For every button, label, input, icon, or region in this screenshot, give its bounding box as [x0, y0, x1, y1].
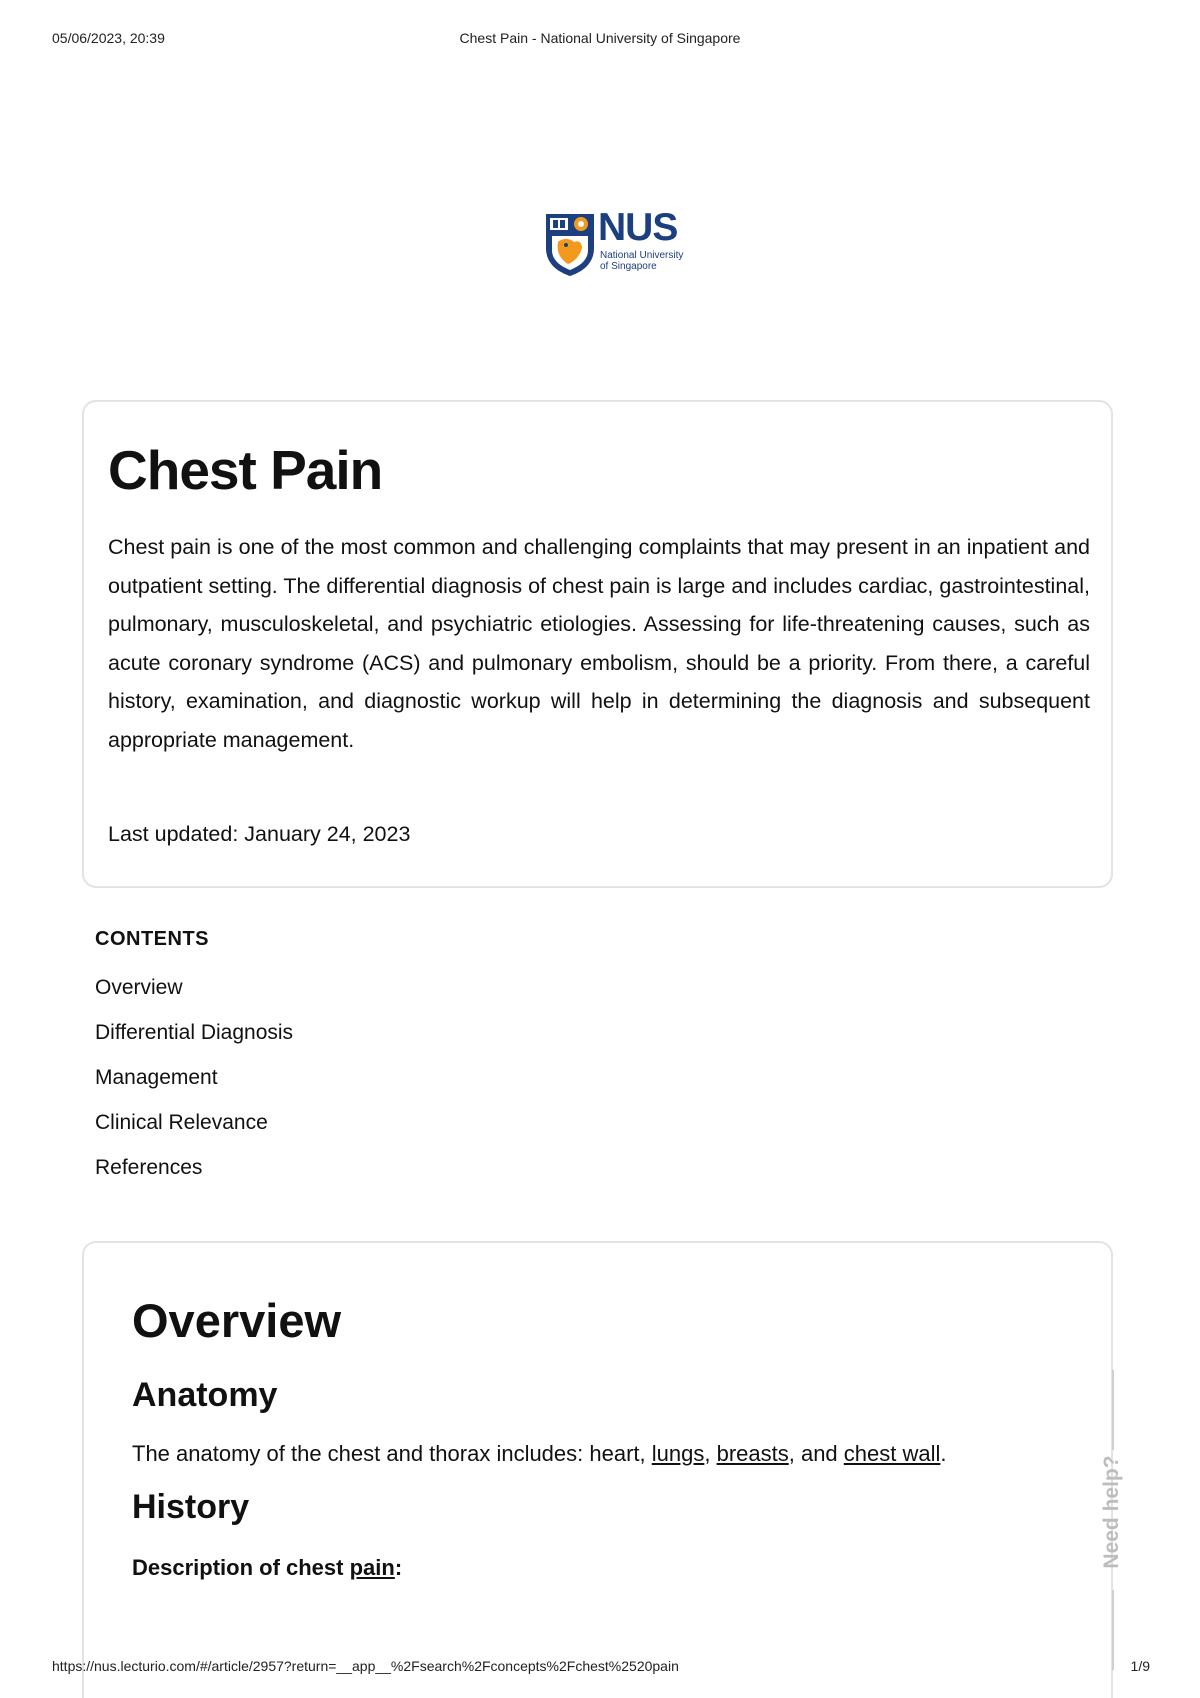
toc-item-differential-diagnosis[interactable]: Differential Diagnosis: [95, 1021, 294, 1044]
contents-heading: CONTENTS: [95, 928, 209, 950]
anatomy-heading: Anatomy: [132, 1376, 278, 1414]
nus-crest-icon: [544, 212, 596, 278]
nus-subtitle-line-2: of Singapore: [600, 261, 657, 272]
overview-card: [82, 1241, 1113, 1698]
anatomy-sep-2: , and: [788, 1441, 844, 1466]
nus-logo: [544, 206, 689, 284]
description-prefix: Description of chest: [132, 1555, 350, 1580]
print-header: [0, 30, 1200, 50]
last-updated: Last updated: January 24, 2023: [108, 822, 411, 846]
print-page-number: 1/9: [1130, 1658, 1150, 1674]
anatomy-prefix: The anatomy of the chest and thorax includes: heart,: [132, 1441, 652, 1466]
nus-subtitle-line-1: National University: [600, 250, 684, 261]
print-title: Chest Pain - National University of Singapore: [459, 30, 741, 46]
toc-item-management[interactable]: Management: [95, 1066, 218, 1089]
intro-card: [82, 400, 1113, 888]
nus-subtitle: [600, 250, 683, 272]
print-url: https://nus.lecturio.com/#/article/2957?return=__app__%2Fsearch%2Fconcepts%2Fchest%2520pain: [52, 1658, 679, 1674]
nus-wordmark: NUS: [598, 206, 678, 249]
need-help-tab[interactable]: [1090, 1370, 1140, 1670]
anatomy-paragraph: [132, 1441, 947, 1467]
toc-item-references[interactable]: References: [95, 1156, 203, 1179]
need-help-label[interactable]: Need help?: [1100, 1455, 1123, 1569]
table-of-contents: [95, 928, 293, 1201]
link-breasts[interactable]: breasts: [716, 1441, 789, 1466]
description-suffix: :: [394, 1555, 403, 1580]
toc-item-overview[interactable]: Overview: [95, 976, 183, 999]
link-pain[interactable]: pain: [349, 1555, 395, 1580]
print-date: 05/06/2023, 20:39: [52, 30, 165, 46]
link-lungs[interactable]: lungs: [651, 1441, 705, 1466]
toc-item-clinical-relevance[interactable]: Clinical Relevance: [95, 1111, 268, 1134]
overview-heading: Overview: [132, 1294, 342, 1347]
print-footer: [0, 1658, 1200, 1678]
link-chest-wall[interactable]: chest wall: [843, 1441, 941, 1466]
intro-paragraph: Chest pain is one of the most common and challenging complaints that may present in an inpatient and outpatient setting. The differential diagnosis of chest pain is large and includes cardiac, gastrointestinal, pulmonary, musculoskeletal, and psychiatric etiologies. Assessing for life-threatening causes, such as acute coronary syndrome (ACS) and pulmonary embolism, should be a priority. From there, a careful history, examination, and diagnostic workup will help in determining the diagnosis and subsequent appropriate management.: [108, 535, 1090, 752]
history-heading: History: [132, 1488, 250, 1526]
help-divider-top: [1112, 1370, 1114, 1450]
page-title: Chest Pain: [108, 439, 383, 501]
anatomy-sep-1: ,: [704, 1441, 717, 1466]
anatomy-end: .: [940, 1441, 947, 1466]
description-label: [132, 1555, 402, 1581]
